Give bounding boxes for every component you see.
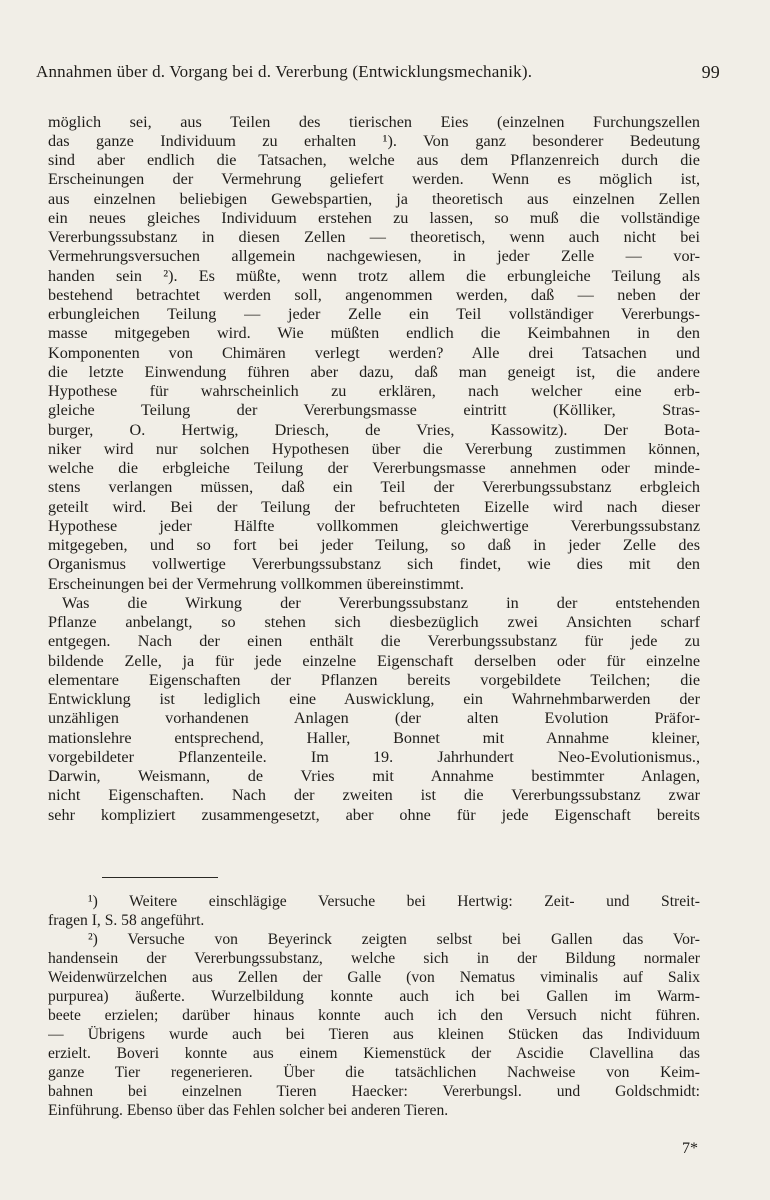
text-line: burger, O. Hertwig, Driesch, de Vries, Kassowitz). Der Bota- bbox=[48, 421, 700, 439]
text-line: Organismus vollwertige Vererbungssubstanz sich findet, wie dies mit den bbox=[48, 555, 700, 573]
text-line: sehr kompliziert zusammengesetzt, aber ohne für jede Eigenschaft bereits bbox=[48, 806, 700, 824]
text-line: Erscheinungen der Vermehrung geliefert werden. Wenn es möglich ist, bbox=[48, 170, 700, 188]
text-line: Vererbungssubstanz in diesen Zellen — theoretisch, wenn auch nicht bei bbox=[48, 228, 700, 246]
text-line: möglich sei, aus Teilen des tierischen Eies (einzelnen Furchungszellen bbox=[48, 113, 700, 131]
footnote-line: erzielt. Boveri konnte aus einem Kiemenstück der Ascidie Clavellina das bbox=[48, 1045, 700, 1062]
text-line: Vermehrungsversuchen allgemein nachgewiesen, in jeder Zelle — vor- bbox=[48, 247, 700, 265]
text-line: bildende Zelle, ja für jede einzelne Eigenschaft derselben oder für einzelne bbox=[48, 652, 700, 670]
text-line: aus einzelnen beliebigen Gewebspartien, ja theoretisch aus einzelnen Zellen bbox=[48, 190, 700, 208]
text-line: die letzte Einwendung führen aber dazu, daß man geneigt ist, die andere bbox=[48, 363, 700, 381]
text-line: Was die Wirkung der Vererbungssubstanz in der entstehenden bbox=[62, 594, 700, 612]
text-line: Hypothese jeder Hälfte vollkommen gleichwertige Vererbungssubstanz bbox=[48, 517, 700, 535]
printer-signature-mark: 7* bbox=[682, 1140, 698, 1157]
footnote-separator bbox=[102, 877, 218, 878]
footnote-line: beete erzielen; darüber hinaus konnte auch ich den Versuch nicht führen. bbox=[48, 1007, 700, 1024]
text-line: handen sein ²). Es müßte, wenn trotz allem die erbungleiche Teilung als bbox=[48, 267, 700, 285]
text-line: welche die erbgleiche Teilung der Vererbungsmasse annehmen oder minde- bbox=[48, 459, 700, 477]
text-line: Hypothese für wahrscheinlich zu erklären, nach welcher eine erb- bbox=[48, 382, 700, 400]
footnote-line: handensein der Vererbungssubstanz, welche sich in der Bildung normaler bbox=[48, 950, 700, 967]
footnote-line: bahnen bei einzelnen Tieren Haecker: Vererbungsl. und Goldschmidt: bbox=[48, 1083, 700, 1100]
footnote-line: ²) Versuche von Beyerinck zeigten selbst bei Gallen das Vor- bbox=[88, 931, 700, 948]
text-line: ein neues gleiches Individuum erstehen zu lassen, so muß die vollständige bbox=[48, 209, 700, 227]
footnote-line: Einführung. Ebenso über das Fehlen solcher bei anderen Tieren. bbox=[48, 1102, 449, 1119]
text-line: vorgebildeter Pflanzenteile. Im 19. Jahrhundert Neo-Evolutionismus., bbox=[48, 748, 700, 766]
text-line: Darwin, Weismann, de Vries mit Annahme bestimmter Anlagen, bbox=[48, 767, 700, 785]
text-line: erbungleichen Teilung — jeder Zelle ein Teil vollständiger Vererbungs- bbox=[48, 305, 700, 323]
text-line: geteilt wird. Bei der Teilung der befruchteten Eizelle wird nach dieser bbox=[48, 498, 700, 516]
text-line: gleiche Teilung der Vererbungsmasse eintritt (Kölliker, Stras- bbox=[48, 401, 700, 419]
text-line: Pflanze anbelangt, so stehen sich diesbezüglich zwei Ansichten scharf bbox=[48, 613, 700, 631]
page-number: 99 bbox=[701, 62, 720, 82]
text-line: Komponenten von Chimären verlegt werden? Alle drei Tatsachen und bbox=[48, 344, 700, 362]
text-line: masse mitgegeben wird. Wie müßten endlich die Keimbahnen in den bbox=[48, 324, 700, 342]
text-line: niker wird nur solchen Hypothesen über die Vererbung zustimmen können, bbox=[48, 440, 700, 458]
text-line: bestehend betrachtet werden soll, angenommen werden, daß — neben der bbox=[48, 286, 700, 304]
text-line: unzähligen vorhandenen Anlagen (der alten Evolution Präfor- bbox=[48, 709, 700, 727]
footnote-line: — Übrigens wurde auch bei Tieren aus kleinen Stücken das Individuum bbox=[48, 1026, 700, 1043]
text-line: Erscheinungen bei der Vermehrung vollkommen übereinstimmt. bbox=[48, 575, 464, 593]
text-line: mitgegeben, und so fort bei jeder Teilung, so daß in jeder Zelle des bbox=[48, 536, 700, 554]
footnote-line: fragen I, S. 58 angeführt. bbox=[48, 912, 205, 929]
running-title: Annahmen über d. Vorgang bei d. Vererbung (Entwicklungsmechanik). bbox=[36, 62, 533, 81]
text-line: Entwicklung ist lediglich eine Auswicklung, ein Wahrnehmbarwerden der bbox=[48, 690, 700, 708]
footnote-line: ¹) Weitere einschlägige Versuche bei Hertwig: Zeit- und Streit- bbox=[88, 893, 700, 910]
text-line: elementare Eigenschaften der Pflanzen bereits vorgebildete Teilchen; die bbox=[48, 671, 700, 689]
footnote-line: purpurea) äußerte. Wurzelbildung konnte auch ich bei Gallen im Warm- bbox=[48, 988, 700, 1005]
page-header bbox=[36, 62, 720, 90]
text-line: nicht Eigenschaften. Nach der zweiten ist die Vererbungssubstanz zwar bbox=[48, 786, 700, 804]
footnote-line: Weidenwürzelchen aus Zellen der Galle (von Nematus viminalis auf Salix bbox=[48, 969, 700, 986]
text-line: mationslehre entsprechend, Haller, Bonnet mit Annahme kleiner, bbox=[48, 729, 700, 747]
text-line: das ganze Individuum zu erhalten ¹). Von ganz besonderer Bedeutung bbox=[48, 132, 700, 150]
text-line: entgegen. Nach der einen enthält die Vererbungssubstanz für jede zu bbox=[48, 632, 700, 650]
text-line: sind aber endlich die Tatsachen, welche aus dem Pflanzenreich durch die bbox=[48, 151, 700, 169]
footnote-line: ganze Tier regenerieren. Über die tatsächlichen Nachweise von Keim- bbox=[48, 1064, 700, 1081]
text-line: stens verlangen müssen, daß ein Teil der Vererbungssubstanz erbgleich bbox=[48, 478, 700, 496]
